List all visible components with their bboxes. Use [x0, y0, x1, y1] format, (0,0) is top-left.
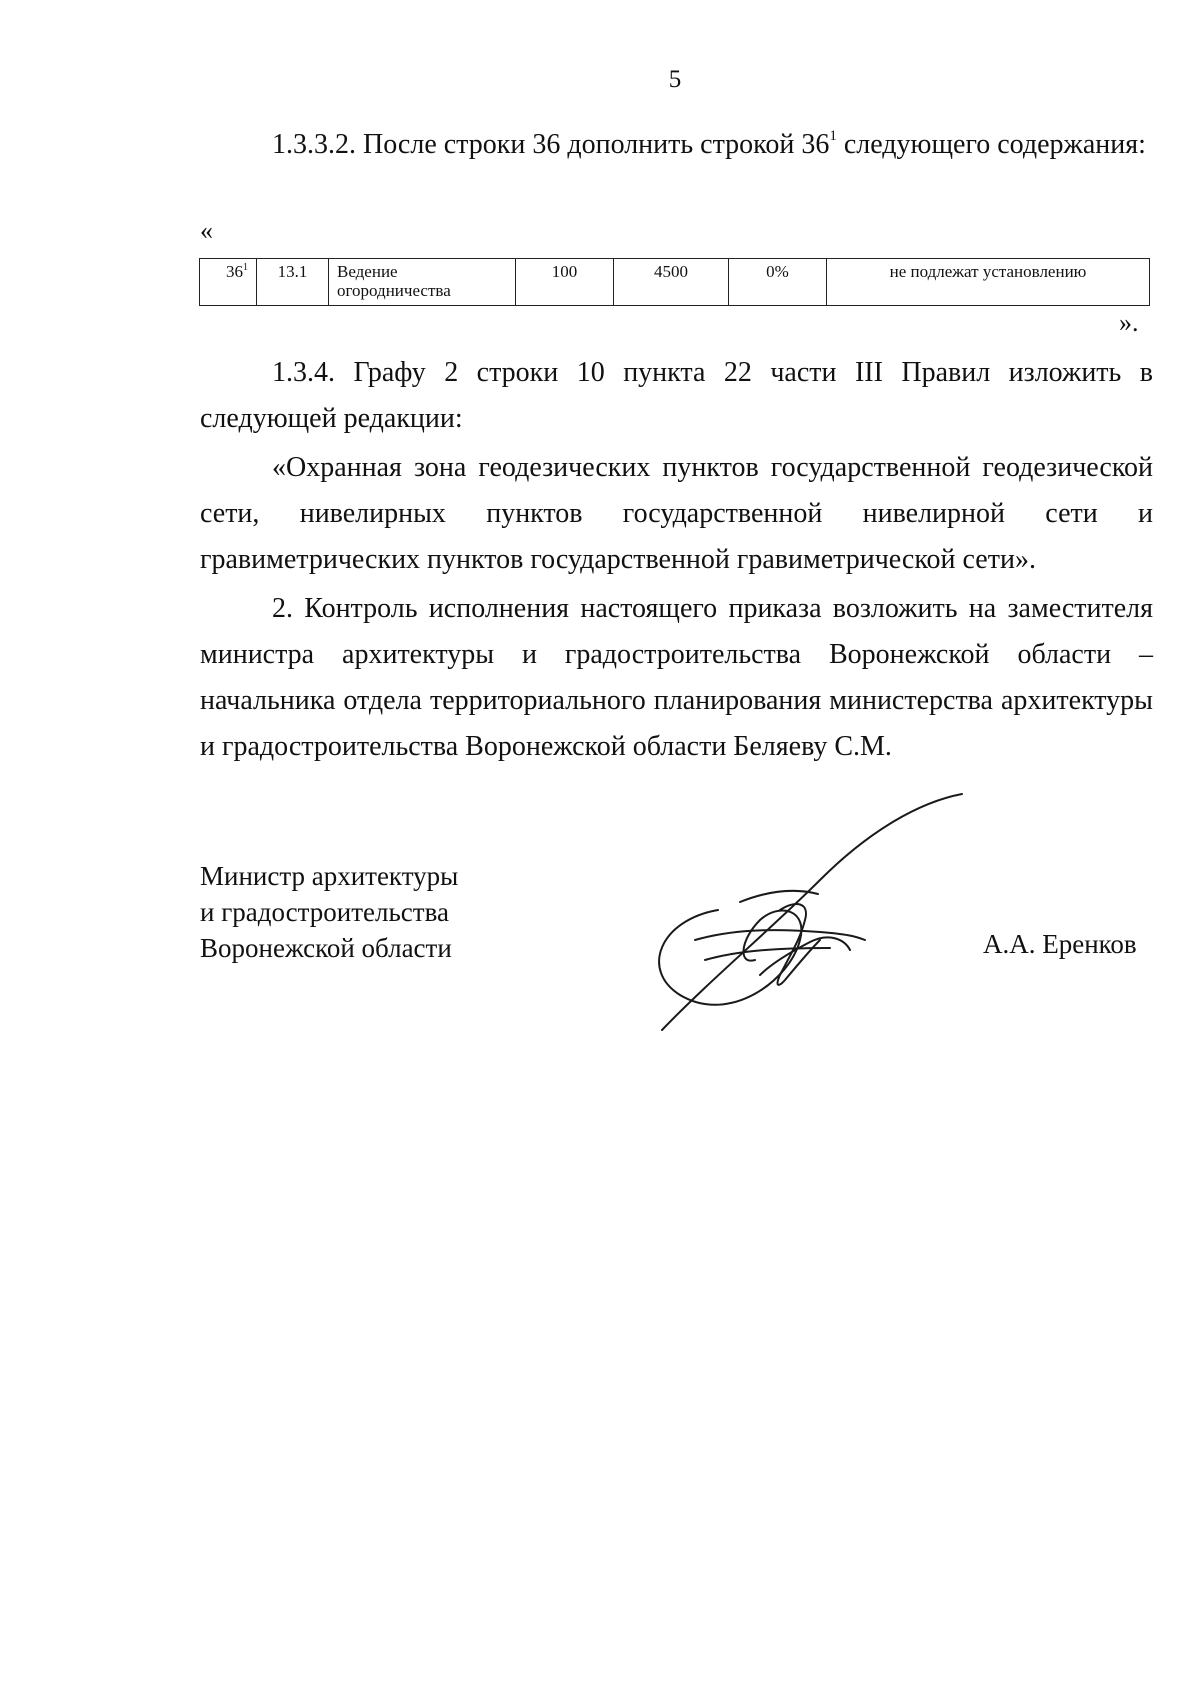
superscript: 1 [829, 128, 837, 144]
table-cell-code: 13.1 [257, 259, 329, 306]
signature-stroke [695, 930, 865, 940]
inserted-row-table [199, 258, 1150, 306]
table-cell-min-area: 100 [516, 259, 614, 306]
section-1-3-3-2 [200, 122, 1153, 168]
section-number: 1.3.3.2. [272, 129, 356, 160]
table-cell-max-area: 4500 [614, 259, 729, 306]
table-row [200, 259, 1150, 306]
section-2: 2. Контроль исполнения настоящего приказа возложить на заместителя министра архитектуры и градостроительства Воронежской области – начальника отдела территориального планирования министерства архитектуры и градостроительства Воронежской области Беляеву С.М. [200, 593, 1153, 762]
signature-stroke [740, 891, 818, 902]
table-cell-row-number: $36^1$ [200, 259, 257, 306]
table-cell-usage: Ведение огородничества [329, 259, 516, 306]
position-line: и градостроительства [200, 897, 449, 927]
handwritten-signature [620, 790, 980, 1040]
position-line: Воронежской области [200, 933, 452, 963]
signatory-position [200, 858, 458, 966]
section-text-before: После строки 36 дополнить строкой 36 [363, 129, 830, 160]
signatory-name: А.А. Еренков [983, 929, 1137, 959]
section-1-3-4-quoted-text: «Охранная зона геодезических пунктов государственной геодезической сети, нивелирных пунктов государственной нивелирной сети и гравиметрических пунктов государственной гравиметрической сети». [200, 452, 1153, 575]
position-line: Министр архитектуры [200, 861, 459, 891]
section-text-after: следующего содержания: [836, 129, 1146, 160]
quote-open-mark: « [200, 216, 213, 245]
table-cell-note: не подлежат установлению [827, 259, 1150, 306]
quote-close-mark: ». [1119, 308, 1139, 337]
signature-stroke [659, 910, 801, 1005]
page-number: 5 [668, 66, 682, 93]
table-cell-percent: 0% [729, 259, 827, 306]
section-1-3-4: 1.3.4. Графу 2 строки 10 пункта 22 части III Правил изложить в следующей редакции: [200, 357, 1153, 434]
